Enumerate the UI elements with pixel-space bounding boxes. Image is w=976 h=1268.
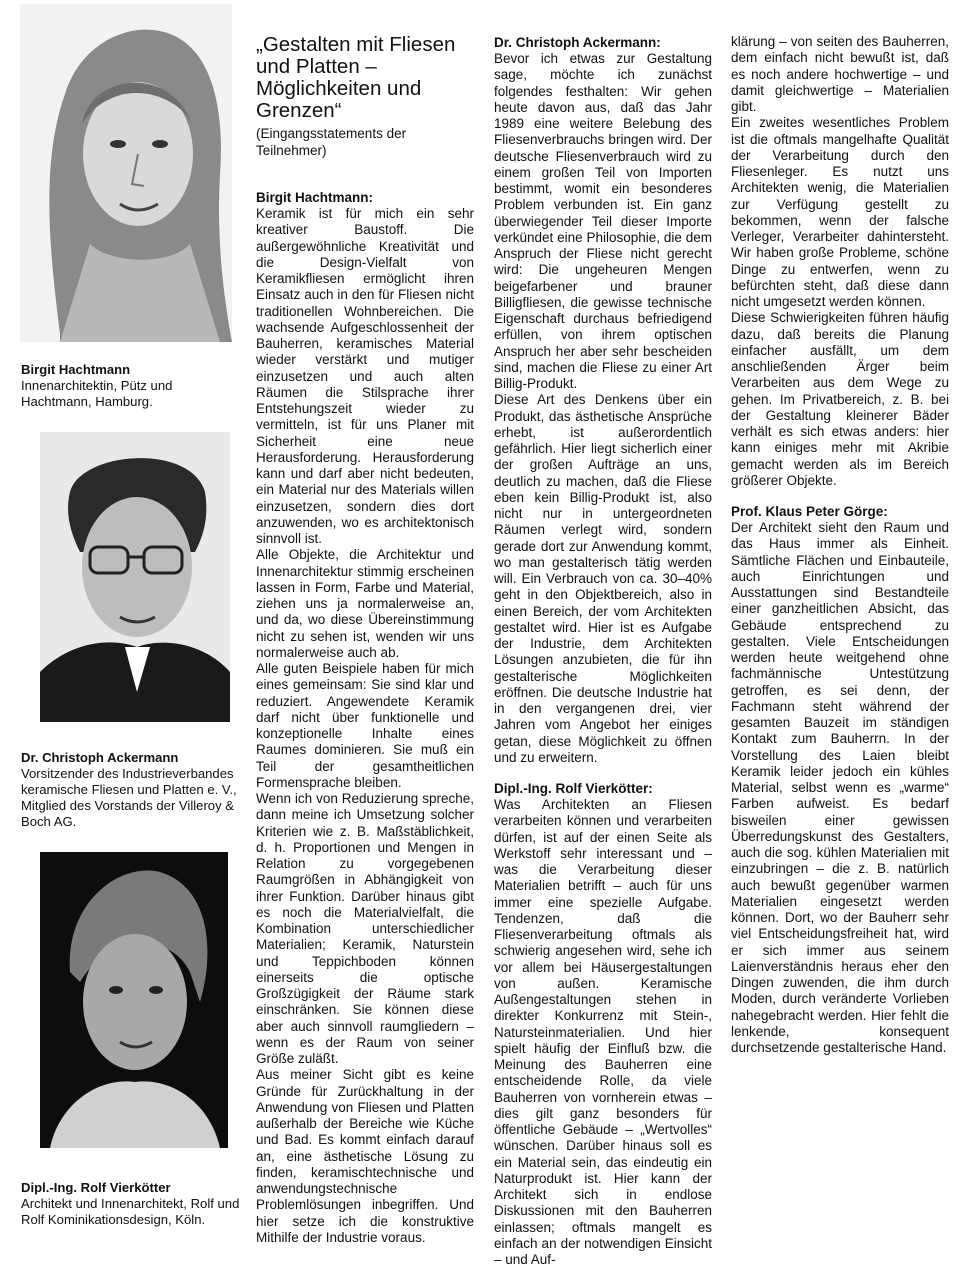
caption-ackermann — [21, 750, 241, 830]
portrait-photo-vierkoetter — [40, 852, 228, 1148]
paragraph: Diese Art des Denkens über ein Produkt, das ästhetische Ansprüche erhebt, ist außerordentlich gefährlich. Hier liegt sicherlich einer der großen Aufträge an uns, deutlich zu machen, daß die Fliese eben kein Billig-Produkt ist, also nicht nur in untergeordneten Räumen verlegt wird, sondern gerade dort zur Anwendung kommt, wo man gestalterisch tätig werden will. Ein Verbrauch von ca. 30–40% geht in den Objektbereich, also in einen Bereich, der vom Architekten gestaltet wird. Hier ist es Aufgabe der Industrie, dem Architekten Lösungen anzubieten, die für ihn gestalterische Möglichkeiten eröffnen. Die deutsche Industrie hat in den vergangenen drei, vier Jahren vom Angebot her einiges getan, diese Möglichkeit zu öffnen und zu erweitern. — [494, 392, 712, 765]
paragraph: Alle Objekte, die Architektur und Innenarchitektur stimmig erscheinen lassen in Form, Farbe und Material, ziehen uns ja normalerweise an, und da, wo diese Übereinstimmung nicht zu sehen ist, wenden wir uns normalerweise auch ab. — [256, 547, 474, 660]
caption-name: Dr. Christoph Ackermann — [21, 750, 179, 765]
paragraph: Keramik ist für mich ein sehr kreativer Baustoff. Die außergewöhnliche Kreativität und die Design-Vielfalt von Keramikfliesen ermöglicht ihren Einsatz auch in den für Fliesen nicht traditionellen Wohnbereichen. Die wachsende Aufgeschlossenheit der Bauherren, keramisches Material wieder verstärkt und mutiger einzusetzen und auch alten Räumen die Stilsprache ihrer Entstehungszeit wieder zu vermitteln, ist für uns Planer mit Sicherheit eine neue Herausforderung. Herausforderung kann und darf aber nicht bedeuten, ein Material nur des Materials willen einzusetzen, sondern dies dort anzuwenden, wo es architektonisch sinnvoll ist. — [256, 206, 474, 546]
paragraph: Was Architekten an Fliesen verarbeiten können und verarbeiten dürfen, ist auf der einen Seite als Werkstoff sehr interessant und – was die Verarbeitung dieser Materialien betrifft – auch für uns immer eine spezielle Aufgabe. Tendenzen, daß die Fliesenverarbeitung oftmals als schwierig angesehen wird, sehe ich vor allem bei Häusergestaltungen von außen. Keramische Außengestaltungen stehen in direkter Konkurrenz mit Stein-, Natursteinmaterialien. Und hier spielt häufig der Einfluß bzw. die Meinung des Bauherren eine entscheidende Rolle, da viele Bauherren von vornherein etwas – dies gilt ganz besonders für öffentliche Gebäude – „Wertvolles“ wünschen. Darüber hinaus soll es ein Material sein, das eindeutig ein Naturprodukt ist. Hier kann der Architekt sich in endlose Diskussionen mit den Bauherren einlassen; oftmals mangelt es einfach an der notwendigen Einsicht – und Auf- — [494, 797, 712, 1267]
article-column-3 — [494, 34, 712, 1268]
speaker-heading: Prof. Klaus Peter Görge: — [731, 504, 888, 519]
paragraph: Wenn ich von Reduzierung spreche, dann meine ich Umsetzung solcher Kriterien wie z. B. Maßstäblichkeit, d. h. Proportionen und Mengen in Relation zu vorgegebenen Raumgrößen in Abhängigkeit von ihrer Funktion. Darüber hinaus gibt es noch die Materialvielfalt, die Kombination unterschiedlicher Materialien; Keramik, Naturstein und Teppichboden können einerseits die optische Großzügigkeit der Räume stark einschränken. Sie können diese aber auch sinnvoll raumgliedern – wenn es der Raum von seiner Größe zuläßt. — [256, 791, 474, 1066]
caption-desc: Architekt und Innenarchitekt, Rolf und Rolf Kominikationsdesign, Köln. — [21, 1196, 240, 1227]
portrait-woman-photo-icon — [20, 4, 232, 342]
caption-vierkoetter — [21, 1180, 241, 1228]
portrait-photo-ackermann — [40, 432, 230, 722]
paragraph: klärung – von seiten des Bauherren, dem einfach nicht bewußt ist, daß es noch andere hochwertige – und damit gleichwertige – Materialien gibt. — [731, 34, 949, 114]
paragraph: Ein zweites wesentliches Problem ist die oftmals mangelhafte Qualität der Verarbeitung durch den Fliesenleger. Es nutzt uns Architekten wenig, die Materialien zur Verfügung gestellt zu bekommen, wenn der falsche Verleger, Verarbeiter dahintersteht. Wir haben große Probleme, schöne Dinge zu entwerfen, wenn zu befürchten steht, daß diese dann nicht umgesetzt werden können. — [731, 115, 949, 309]
article-column-4 — [731, 34, 949, 1056]
paragraph: Alle guten Beispiele haben für mich eines gemeinsam: Sie sind klar und reduziert. Angewendete Keramik darf nicht über funktionelle und konzeptionelle Inhalte eines Raumes dominieren. Sie muß ein Teil der gesamtheitlichen Formensprache bleiben. — [256, 661, 474, 790]
speaker-heading: Dipl.-Ing. Rolf Vierkötter: — [494, 781, 653, 796]
speaker-heading: Birgit Hachtmann: — [256, 190, 374, 205]
portrait-photo-hachtmann — [20, 4, 232, 342]
paragraph: Aus meiner Sicht gibt es keine Gründe für Zurückhaltung in der Anwendung von Fliesen und Platten außerhalb der Bereiche wie Küche und Bad. Es kommt einfach darauf an, eine ästhetische Lösung zu finden, keramischtechnische und anwendungstechnische Problemlösungen inbegriffen. Und hier setze ich die konstruktive Mithilfe der Industrie voraus. — [256, 1067, 474, 1245]
article-column-2 — [256, 34, 474, 1246]
portrait-man-glasses-photo-icon — [40, 432, 230, 722]
article-title: „Gestalten mit Fliesen und Platten – Möglichkeiten und Grenzen“ — [256, 33, 456, 122]
caption-hachtmann — [21, 362, 236, 410]
caption-name: Dipl.-Ing. Rolf Vierkötter — [21, 1180, 171, 1195]
paragraph: Bevor ich etwas zur Gestaltung sage, möchte ich zunächst folgendes festhalten: Wir gehen heute davon aus, daß das Jahr 1989 eine weitere Belebung des Fliesenverbrauchs bringen wird. Der deutsche Fliesenverbrauch wird zu einem großen Teil von Importen bestimmt, womit ein besonderes Problem verbunden ist. Ein ganz überwiegender Teil dieser Importe verkündet eine Philosophie, die dem Anspruch der Fliese nicht gerecht wird: Die ungeheuren Mengen beigefarbener und brauner Billigfliesen, die gewisse technische Eigenschaft durchaus befriedigend erfüllen, von ihrem optischen Anspruch her aber sehr bescheiden sind, machen die Fliese zu einer Art Billig-Produkt. — [494, 51, 712, 391]
speaker-heading: Dr. Christoph Ackermann: — [494, 35, 661, 50]
article-subtitle: (Eingangsstatements der Teilnehmer) — [256, 126, 407, 158]
caption-name: Birgit Hachtmann — [21, 362, 131, 377]
paragraph: Diese Schwierigkeiten führen häufig dazu, daß bereits die Planung einfacher ausfällt, um dem anschließenden Ärger beim Verarbeiten aus dem Wege zu gehen. Im Privatbereich, z. B. bei der Gestaltung kleinerer Bäder verhält es sich etwas anders: hier kann einiges mehr mit Akribie gemacht werden als im Bereich größerer Objekte. — [731, 310, 949, 488]
caption-desc: Vorsitzender des Industrieverbandes keramische Fliesen und Platten e. V., Mitglied des Vorstands der Villeroy & Boch AG. — [21, 766, 237, 829]
statement-hachtmann — [256, 189, 474, 1246]
portrait-man-photo-icon — [40, 852, 228, 1148]
paragraph: Der Architekt sieht den Raum und das Haus immer als Einheit. Sämtliche Flächen und Einbauteile, auch Einrichtungen und Ausstattungen sind Bestandteile einer ganzheitlichen Absicht, das Gebäude entsprechend zu gestalten. Viele Entscheidungen werden heute weitgehend ohne fachmännische Untestützung getroffen, es sei denn, der Fachmann steht während der gesamten Bauzeit im ständigen Kontakt zum Bauherrn. In der Vorstellung des Laien bleibt Keramik leider jedoch ein kühles Material, selbst wenn es „warme“ Farben aufweist. Es bedarf bisweilen einer gewissen Überredungskunst des Gestalters, auch die sog. kühlen Materialien mit einzubringen – die z. B. natürlich auch bewußt gegenüber warmen Materialien eingesetzt werden können. Dort, wo der Bauherr sehr viel Entscheidungsfreiheit hat, wird er sich immer aus seinem Laienverständnis heraus eher den Dingen zuwenden, die ihm durch Moden, durch veränderte Vorlieben nahegebracht werden. Hier fehlt die lenkende, konsequent durchsetzende gestalterische Hand. — [731, 520, 949, 1055]
caption-desc: Innenarchitektin, Pütz und Hachtmann, Hamburg. — [21, 378, 173, 409]
